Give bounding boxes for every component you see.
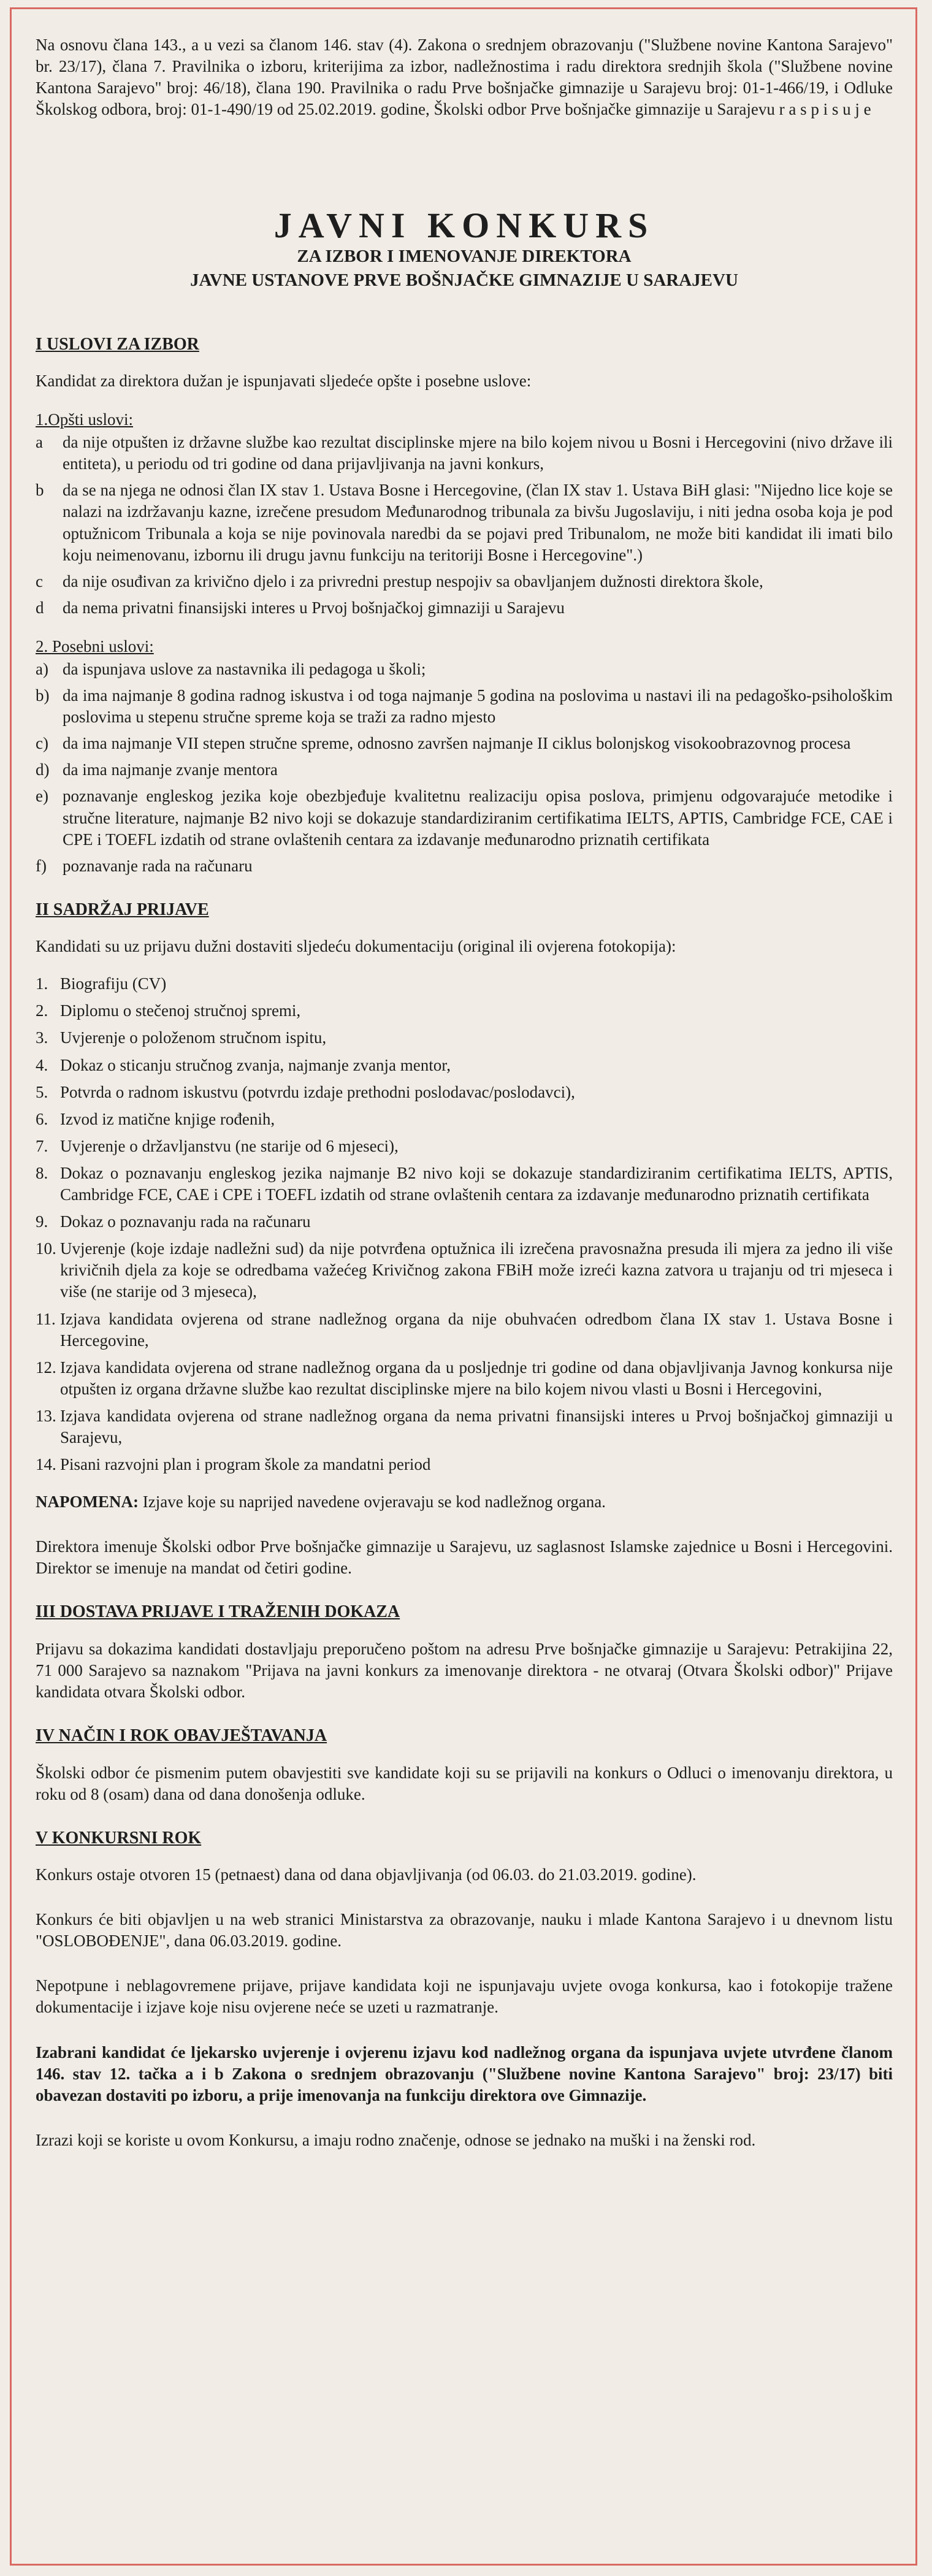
list-item-text: da ima najmanje zvanje mentora — [63, 760, 278, 779]
list-item — [36, 1163, 893, 1206]
list-item — [36, 480, 893, 565]
list-item — [36, 1211, 893, 1233]
list-item — [36, 785, 893, 850]
list-item-label: b — [36, 481, 44, 500]
list-item-text: da nije osuđivan za krivično djelo i za privredni prestup nespojiv sa obavljanjem dužnosti direktora škole, — [63, 571, 763, 590]
general-conditions-title: 1.Opšti uslovi: — [36, 410, 134, 429]
list-item-text: da nije otpušten iz državne službe kao rezultat disciplinske mjere na bilo kojem nivou u Bosni i Hercegovini (nivo države ili entiteta), u periodu od tri godine od dana prijavljivanja na javni konkurs, — [63, 433, 893, 473]
special-conditions-title: 2. Posebni uslovi: — [36, 636, 154, 655]
general-conditions-list — [36, 432, 893, 619]
list-item — [36, 1000, 893, 1022]
documents-list — [36, 973, 893, 1475]
list-item-text: Uvjerenje (koje izdaje nadležni sud) da nije potvrđena optužnica ili izrečena pravosnažna presuda ili mjera za jedno ili više krivičnih djela za koje se odredbama važećeg Krivičnog zakona FBiH može izreći kazna zatvora u trajanju od tri mjeseca i više (ne starije od 3 mjeseca), — [60, 1239, 893, 1301]
notice-content — [36, 34, 893, 2151]
list-item-text: Potvrda o radnom iskustvu (potvrdu izdaje prethodni poslodavac/poslodavci), — [60, 1082, 575, 1101]
list-item-text: Pisani razvojni plan i program škole za mandatni period — [60, 1455, 431, 1474]
list-item-label: 6. — [36, 1109, 48, 1128]
gender-terms-paragraph: Izrazi koji se koriste u ovom Konkursu, a imaju rodno značenje, odnose se jednako na muški i na ženski rod. — [36, 2130, 756, 2149]
special-conditions-list — [36, 659, 893, 877]
list-item — [36, 432, 893, 475]
list-item-text: da ima najmanje VII stepen stručne spreme, odnosno završen najmanje II ciklus bolonjskog visokoobrazovnog procesa — [63, 734, 851, 753]
list-item — [36, 759, 893, 781]
list-item-label: 12. — [36, 1358, 56, 1377]
list-item-text: Izjava kandidata ovjerena od strane nadležnog organa da nema privatni finansijski interes u Prvoj bošnjačkoj gimnaziji u Sarajevu, — [60, 1406, 893, 1447]
note-text: Izjave koje su naprijed navedene ovjeravaju se kod nadležnog organa. — [138, 1492, 606, 1512]
notice-title: JAVNI KONKURS — [273, 205, 655, 246]
section-3-heading: III DOSTAVA PRIJAVE I TRAŽENIH DOKAZA — [36, 1602, 400, 1622]
list-item-text: Uvjerenje o položenom stručnom ispitu, — [60, 1028, 327, 1047]
list-item-label: c) — [36, 734, 48, 753]
list-item-text: Dokaz o poznavanju rada na računaru — [60, 1212, 311, 1231]
note-label: NAPOMENA: — [36, 1492, 139, 1512]
list-item — [36, 1454, 893, 1475]
list-item-text: Diplomu o stečenoj stručnoj spremi, — [60, 1001, 301, 1020]
list-item — [36, 1109, 893, 1130]
list-item-label: 9. — [36, 1212, 48, 1231]
notice-subtitle-1: ZA IZBOR I IMENOVANJE DIREKTORA — [297, 247, 632, 267]
section-2-lead: Kandidati su uz prijavu dužni dostaviti sljedeću dokumentaciju (original ili ovjerena fotokopija): — [36, 937, 676, 956]
list-item — [36, 685, 893, 728]
deadline-paragraph: Konkurs ostaje otvoren 15 (petnaest) dana od dana objavljivanja (od 06.03. do 21.03.2019. godine). — [36, 1865, 697, 1884]
list-item-label: d) — [36, 760, 50, 779]
section-5-heading: V KONKURSNI ROK — [36, 1828, 202, 1848]
list-item-text: Dokaz o poznavanju engleskog jezika najmanje B2 nivo koji se dokazuje standardiziranim certifikatima IELTS, APTIS, Cambridge FCE, CAE i CPE i TOEFL izdatih od strane ovlaštenih centara za izdavanje međunarodno priznatih certifikata — [60, 1163, 893, 1204]
list-item-label: 13. — [36, 1406, 56, 1425]
list-item-label: d — [36, 598, 44, 617]
director-paragraph: Direktora imenuje Školski odbor Prve bošnjačke gimnazije u Sarajevu, uz saglasnost Islamske zajednice u Bosni i Hercegovini. Direktor se imenuje na mandat od četiri godine. — [36, 1537, 893, 1578]
list-item-label: 2. — [36, 1001, 48, 1020]
publication-paragraph: Konkurs će biti objavljen u na web stranici Ministarstva za obrazovanje, nauku i mlade Kantona Sarajevo i u dnevnom listu "OSLOBOĐENJE", dana 06.03.2019. godine. — [36, 1910, 893, 1951]
list-item — [36, 855, 893, 877]
list-item-text: da ispunjava uslove za nastavnika ili pedagoga u školi; — [63, 659, 426, 678]
section-2-heading: II SADRŽAJ PRIJAVE — [36, 900, 209, 919]
list-item-label: b) — [36, 686, 50, 705]
list-item-label: 10. — [36, 1239, 56, 1258]
section-1-lead: Kandidat za direktora dužan je ispunjavati sljedeće opšte i posebne uslove: — [36, 371, 532, 390]
intro-paragraph: Na osnovu člana 143., a u vezi sa članom 146. stav (4). Zakona o srednjem obrazovanju ("Službene novine Kantona Sarajevo" br. 23/17), člana 7. Pravilnika o izboru, kriterijima za izbor, nadležnostima i radu direktora srednjih škola ("Službene novine Kantona Sarajevo" broj: 46/18), člana 190. Pravilnika o radu Prve bošnjačke gimnazije u Sarajevu broj: 01-1-466/19, i Odluke Školskog odbora, broj: 01-1-490/19 od 25.02.2019. godine, Školski odbor Prve bošnjačke gimnazije u Sarajevu r a s p i s u j e — [36, 36, 893, 119]
list-item — [36, 1309, 893, 1351]
incomplete-applications-paragraph: Nepotpune i neblagovremene prijave, prijave kandidata koji ne ispunjavaju uvjete ovoga konkursa, kao i fotokopije tražene dokumentacije i izjave koje nisu ovjerene neće se uzeti u razmatranje. — [36, 1976, 893, 2017]
list-item-text: Izjava kandidata ovjerena od strane nadležnog organa da u posljednje tri godine od dana objavljivanja Javnog konkursa nije otpušten iz organa državne službe kao rezultat disciplinske mjere na bilo kojem nivou vlasti u Bosni i Hercegovini, — [60, 1358, 893, 1398]
list-item-label: 3. — [36, 1028, 48, 1047]
selected-candidate-paragraph: Izabrani kandidat će ljekarsko uvjerenje i ovjerenu izjavu kod nadležnog organa da ispunjava uvjete utvrđene članom 146. stav 12. tačka a i b Zakona o srednjem obrazovanju ("Službene novine Kantona Sarajevo" broj: 23/17) biti obavezan dostaviti po izboru, a prije imenovanja na funkciju direktora ove Gimnazije. — [36, 2043, 893, 2104]
list-item — [36, 1136, 893, 1157]
list-item-label: f) — [36, 856, 47, 875]
list-item-text: Dokaz o sticanju stručnog zvanja, najmanje zvanja mentor, — [60, 1055, 451, 1074]
list-item — [36, 1405, 893, 1448]
list-item — [36, 1082, 893, 1103]
list-item-label: a) — [36, 659, 48, 678]
list-item — [36, 1055, 893, 1076]
list-item-text: poznavanje rada na računaru — [63, 856, 253, 875]
list-item-text: Uvjerenje o državljanstvu (ne starije od 6 mjeseci), — [60, 1136, 399, 1155]
list-item-label: 7. — [36, 1136, 48, 1155]
list-item — [36, 733, 893, 754]
list-item — [36, 973, 893, 995]
list-item — [36, 1027, 893, 1049]
list-item-label: 1. — [36, 974, 48, 993]
list-item-text: da ima najmanje 8 godina radnog iskustva i od toga najmanje 5 godina na poslovima u nastavi ili na pedagoško-psihološkim poslovima u stepenu stručne spreme koja se traži za radno mjesto — [63, 686, 893, 727]
list-item-label: 14. — [36, 1455, 56, 1474]
notice-subtitle-2: JAVNE USTANOVE PRVE BOŠNJAČKE GIMNAZIJE U SARAJEVU — [190, 270, 738, 291]
list-item-text: Izvod iz matične knjige rođenih, — [60, 1109, 275, 1128]
section-3-text: Prijavu sa dokazima kandidati dostavljaju preporučeno poštom na adresu Prve bošnjačke gimnazije u Sarajevu: Petrakijina 22, 71 000 Sarajevo sa naznakom "Prijava na javni konkurs za imenovanje direktora - ne otvaraj (Otvara Školski odbor)" Prijave kandidata otvara Školski odbor. — [36, 1639, 893, 1702]
list-item-label: 5. — [36, 1082, 48, 1101]
title-block — [36, 207, 893, 292]
section-4-heading: IV NAČIN I ROK OBAVJEŠTAVANJA — [36, 1726, 327, 1746]
list-item — [36, 571, 893, 592]
list-item-label: c — [36, 571, 43, 590]
list-item-text: Biografiju (CV) — [60, 974, 167, 993]
list-item — [36, 1357, 893, 1400]
list-item-text: Izjava kandidata ovjerena od strane nadležnog organa da nije obuhvaćen odredbom člana IX stav 1. Ustava Bosne i Hercegovine, — [60, 1309, 893, 1350]
section-4-text: Školski odbor će pismenim putem obavjestiti sve kandidate koji su se prijavili na konkurs o Odluci o imenovanju direktora, u roku od 8 (osam) dana od dana donošenja odluke. — [36, 1763, 893, 1803]
list-item-label: e) — [36, 787, 48, 806]
list-item-label: a — [36, 433, 43, 452]
list-item-text: da se na njega ne odnosi član IX stav 1. Ustava Bosne i Hercegovine, (član IX stav 1. Ustava BiH glasi: "Nijedno lice koje se nalazi na izdržavanju kazne, izrečene presudom Međunarodnog tribunala za bivšu Jugoslaviju, i niti jedna osoba koja je pod optužnicom Tribunala a koja se nije povinovala naredbi da se pojavi pred Tribunalom, ne može biti kandidat ili imati bilo koju neimenovanu, izbornu ili drugu javnu funkciju na teritoriji Bosne i Hercegovine".) — [63, 481, 893, 564]
note-paragraph — [36, 1491, 893, 1513]
list-item — [36, 597, 893, 619]
list-item-label: 4. — [36, 1055, 48, 1074]
list-item-label: 8. — [36, 1163, 48, 1182]
list-item-text: da nema privatni finansijski interes u Prvoj bošnjačkoj gimnaziji u Sarajevu — [63, 598, 565, 617]
list-item-label: 11. — [36, 1309, 56, 1328]
list-item — [36, 1238, 893, 1302]
list-item — [36, 659, 893, 680]
section-1-heading: I USLOVI ZA IZBOR — [36, 334, 199, 354]
list-item-text: poznavanje engleskog jezika koje obezbjeđuje kvalitetnu realizaciju opisa poslova, primjenu odgovarajuće metodike i stručne literature, najmanje B2 nivo koji se dokazuje standardiziranim certifikatima IELTS, APTIS, Cambridge FCE, CAE i CPE i TOEFL izdatih od strane ovlaštenih centara za izdavanje međunarodno priznatih certifikata — [63, 787, 893, 849]
